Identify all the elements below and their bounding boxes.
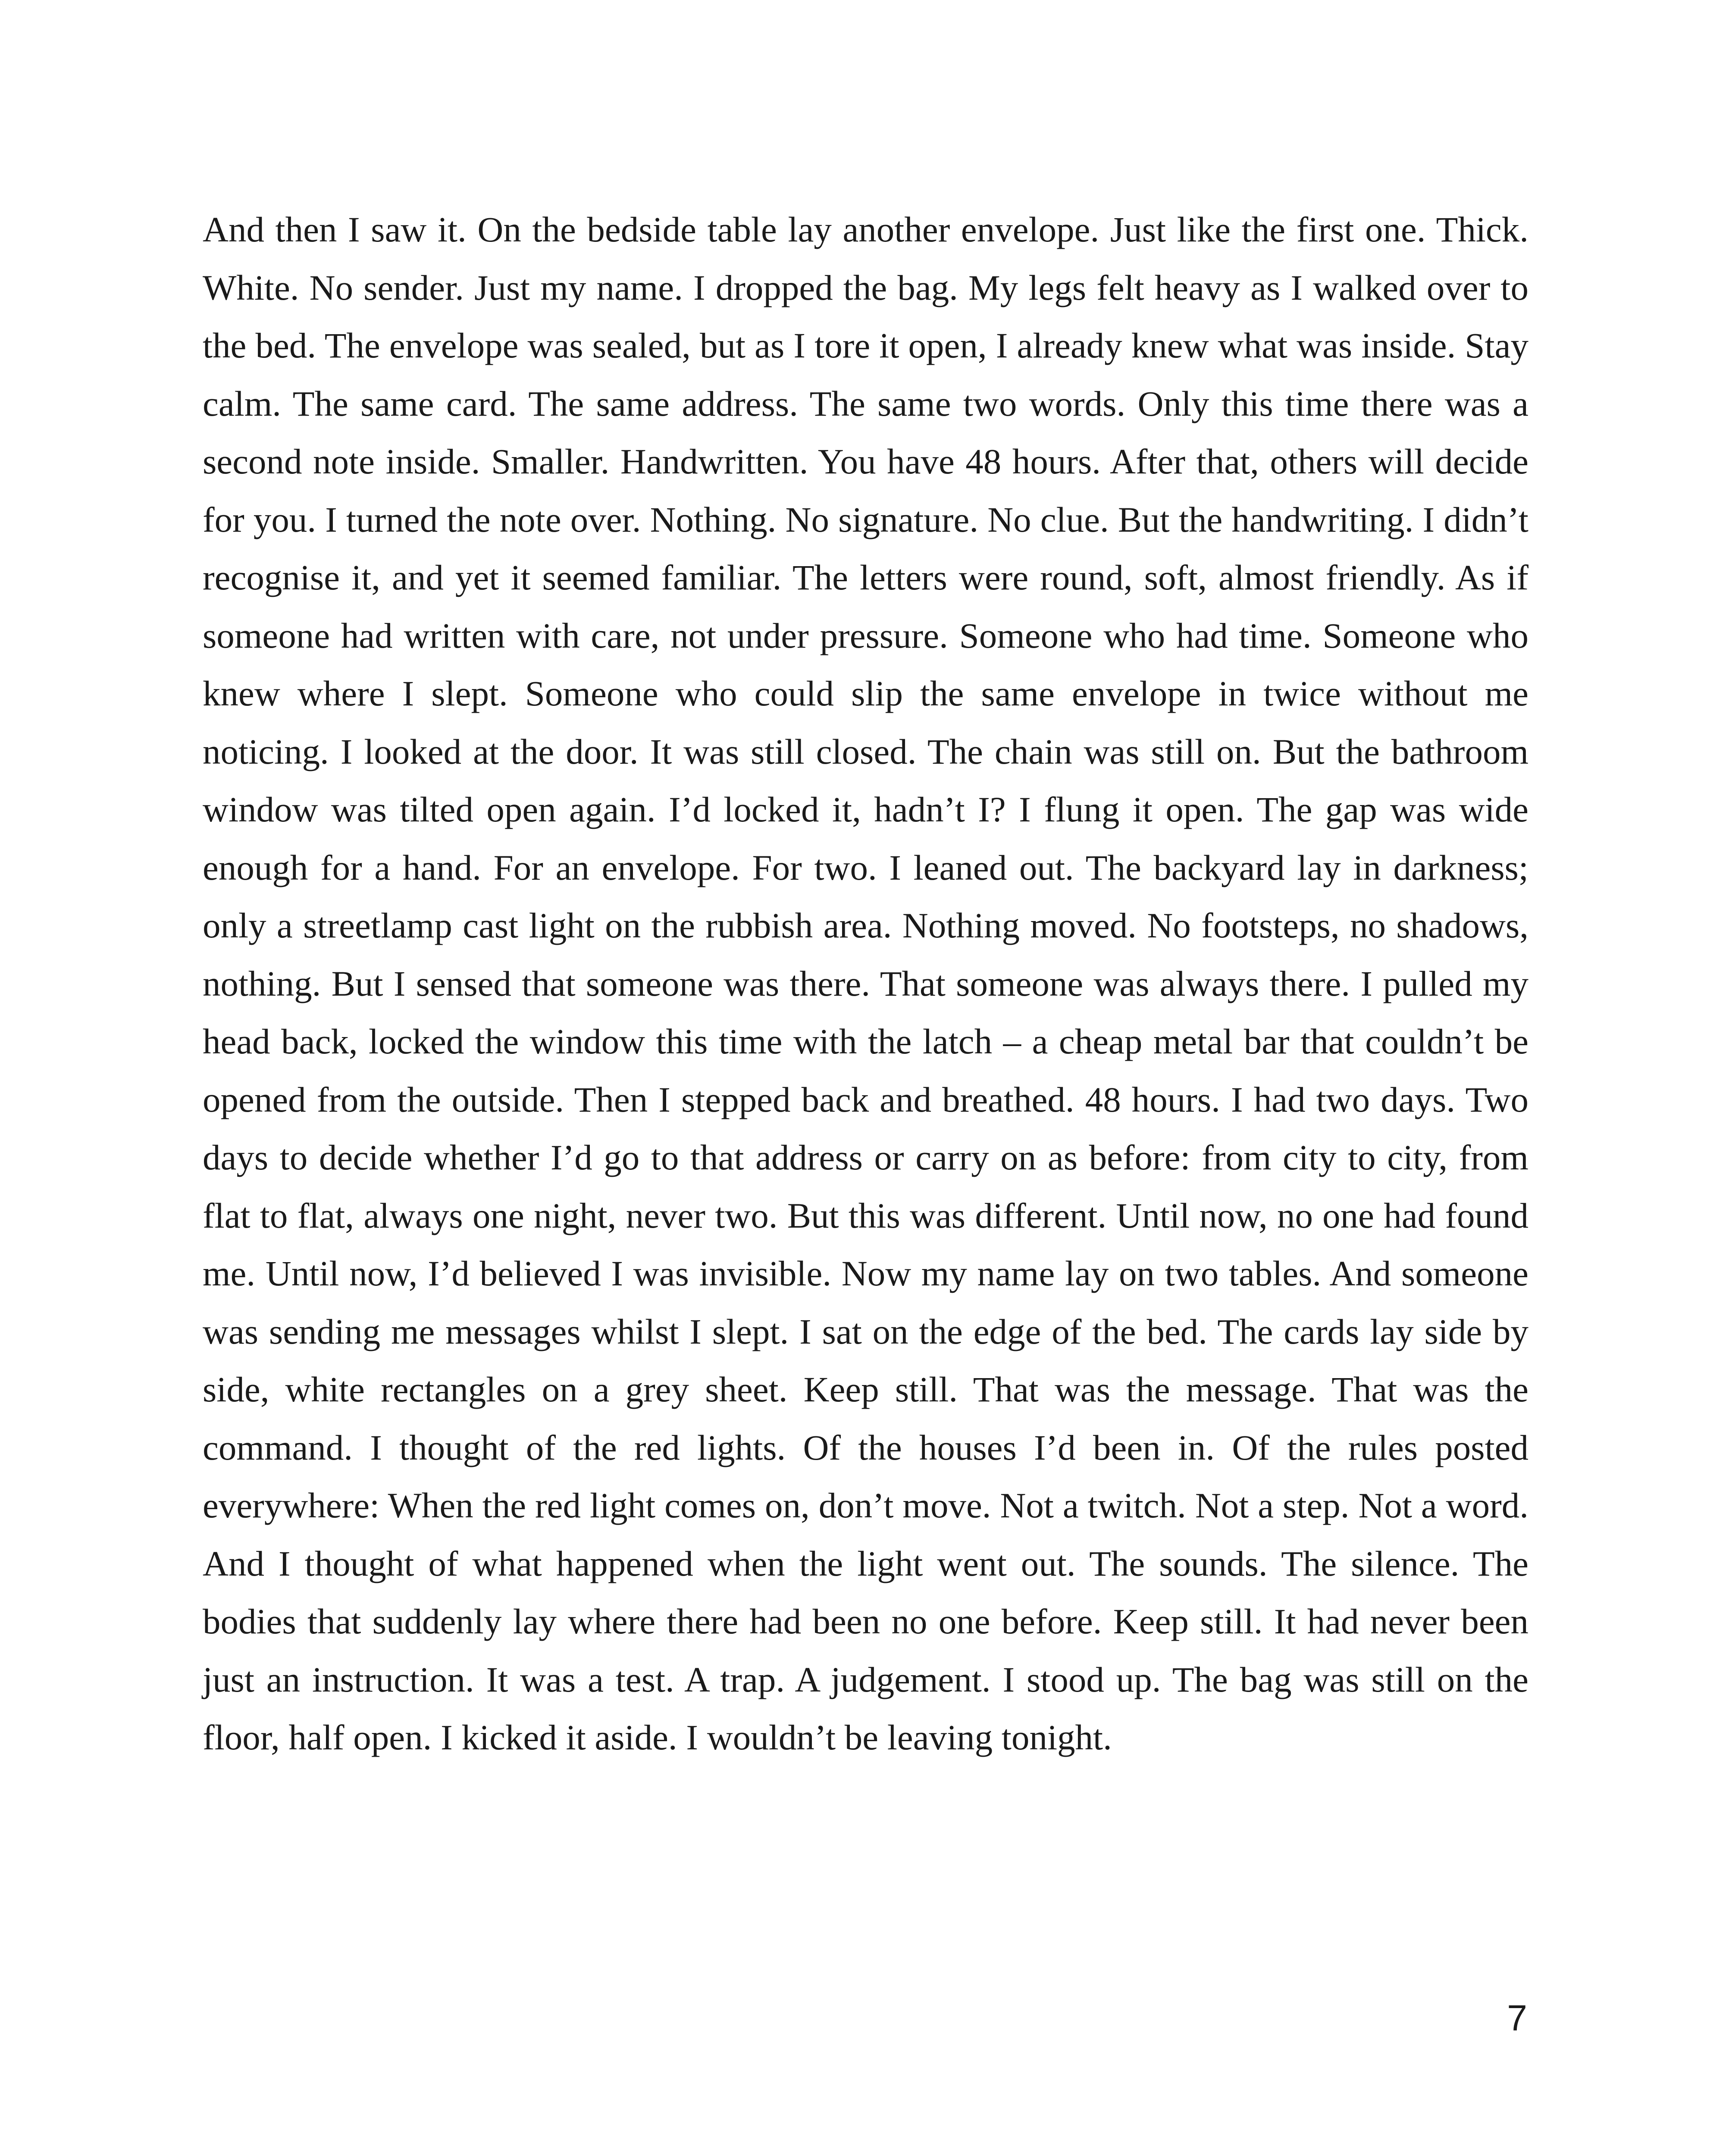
body-paragraph: And then I saw it. On the bedside table lay another envelope. Just like the first one. Thick. White. No sender. Just my name. I dropped the bag. My legs felt heavy as I walked over to the bed. The envelope was sealed, but as I tore it open, I already knew what was inside. Stay calm. The same card. The same address. The same two words. Only this time there was a second note inside. Smaller. Handwritten. You have 48 hours. After that, others will decide for you. I turned the note over. Nothing. No signature. No clue. But the handwriting. I didn’t recognise it, and yet it seemed familiar. The letters were round, soft, almost friendly. As if someone had written with care, not under pressure. Someone who had time. Someone who knew where I slept. Someone who could slip the same envelope in twice without me noticing. I looked at the door. It was still closed. The chain was still on. But the bathroom window was tilted open again. I’d locked it, hadn’t I? I flung it open. The gap was wide enough for a hand. For an envelope. For two. I leaned out. The backyard lay in darkness; only a streetlamp cast light on the rubbish area. Nothing moved. No footsteps, no shadows, nothing. But I sensed that someone was there. That someone was always there. I pulled my head back, locked the window this time with the latch – a cheap metal bar that couldn’t be opened from the outside. Then I stepped back and breathed. 48 hours. I had two days. Two days to decide whether I’d go to that address or carry on as before: from city to city, from flat to flat, always one night, never two. But this was different. Until now, no one had found me. Until now, I’d believed I was invisible. Now my name lay on two tables. And someone was sending me messages whilst I slept. I sat on the edge of the bed. The cards lay side by side, white rectangles on a grey sheet. Keep still. That was the message. That was the command. I thought of the red lights. Of the houses I’d been in. Of the rules posted everywhere: When the red light comes on, don’t move. Not a twitch. Not a step. Not a word. And I thought of what happened when the light went out. The sounds. The silence. The bodies that suddenly lay where there had been no one before. Keep still. It had never been just an instruction. It was a test. A trap. A judgement. I stood up. The bag was still on the floor, half open. I kicked it aside. I wouldn’t be leaving tonight. xyxy=(203,210,1528,1757)
page-number: 7 xyxy=(1507,1998,1527,2038)
